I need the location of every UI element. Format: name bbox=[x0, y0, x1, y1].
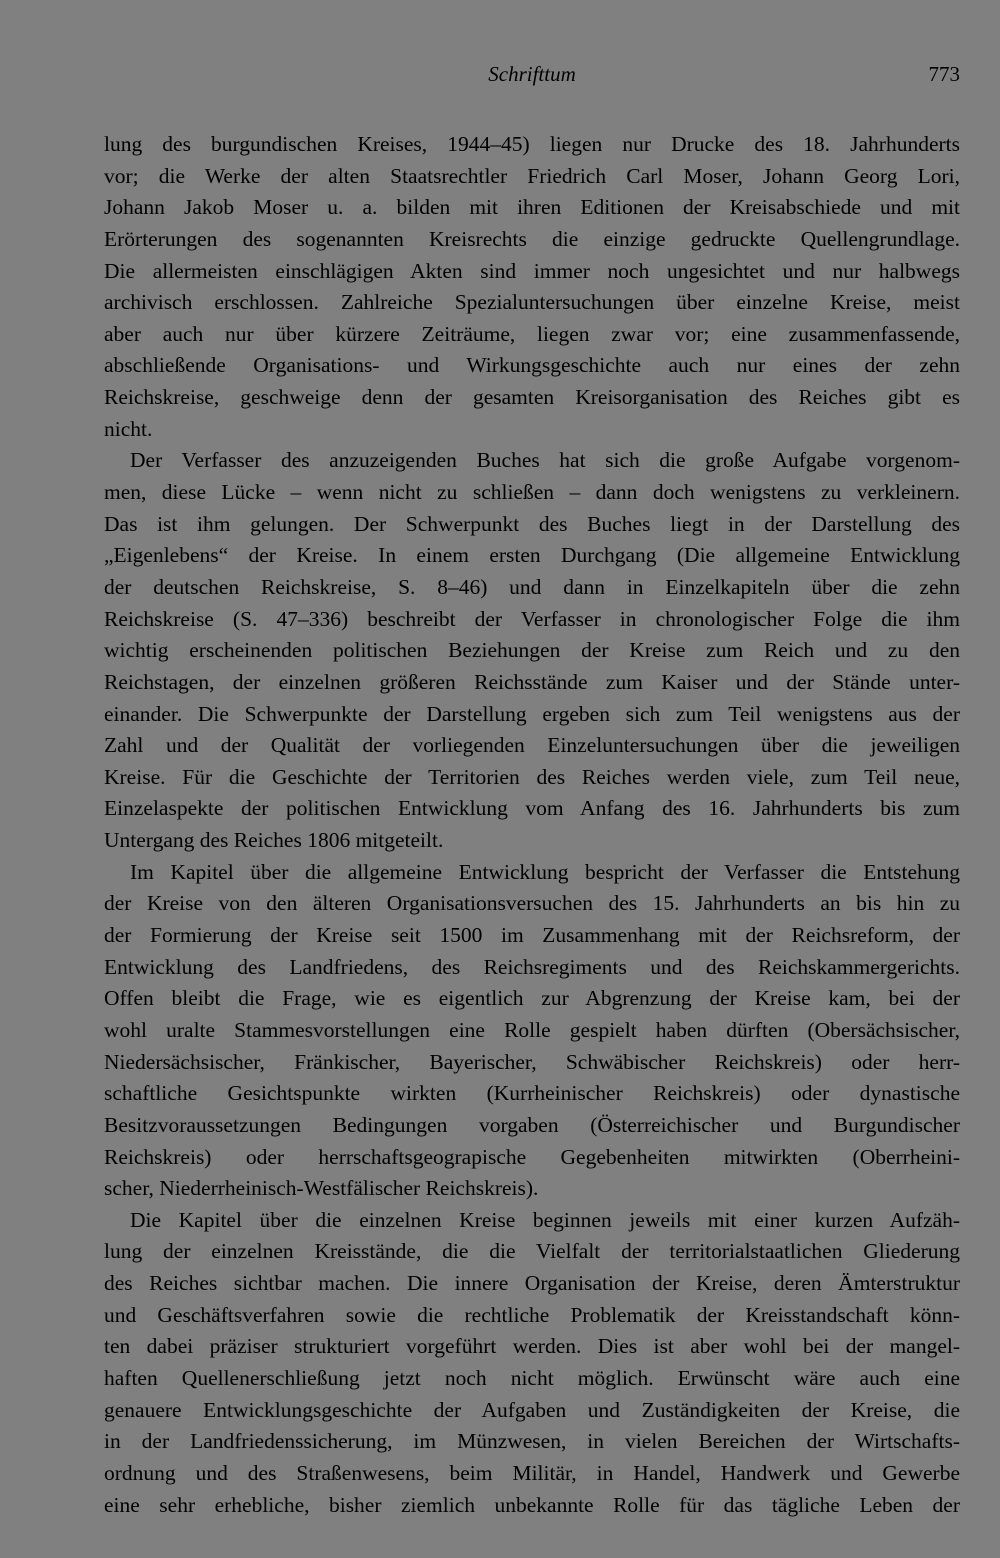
text-line: Johann Jakob Moser u. a. bilden mit ihren Editionen der Kreisabschiede und mit bbox=[104, 195, 960, 220]
text-line: „Eigenlebens“ der Kreise. In einem ersten Durchgang (Die allgemeine Entwicklung bbox=[104, 543, 960, 568]
text-line: Niedersächsischer, Fränkischer, Bayerischer, Schwäbischer Reichskreis) oder herr- bbox=[104, 1049, 960, 1074]
text-line: Untergang des Reiches 1806 mitgeteilt. bbox=[104, 828, 444, 853]
text-line: scher, Niederrheinisch-Westfälischer Reichskreis). bbox=[104, 1176, 539, 1201]
text-line: Offen bleibt die Frage, wie es eigentlich zur Abgrenzung der Kreise kam, bei der bbox=[104, 986, 960, 1011]
running-head bbox=[104, 62, 960, 102]
text-line: Entwicklung des Landfriedens, des Reichsregiments und des Reichskammergerichts. bbox=[104, 954, 960, 979]
body-text bbox=[104, 129, 960, 1521]
text-line: Reichskreis) oder herrschaftsgeograpische Gegebenheiten mitwirkten (Oberrheini- bbox=[104, 1144, 960, 1169]
text-line: der Kreise von den älteren Organisationsversuchen des 15. Jahrhunderts an bis hin zu bbox=[104, 891, 960, 916]
text-line: lung der einzelnen Kreisstände, die die Vielfalt der territorialstaatlichen Gliederung bbox=[104, 1239, 960, 1264]
text-line: aber auch nur über kürzere Zeiträume, liegen zwar vor; eine zusammenfassende, bbox=[104, 321, 960, 346]
text-line: lung des burgundischen Kreises, 1944–45) liegen nur Drucke des 18. Jahrhunderts bbox=[104, 132, 960, 156]
text-line: Die Kapitel über die einzelnen Kreise beginnen jeweils mit einer kurzen Aufzäh- bbox=[130, 1207, 960, 1232]
text-line: Das ist ihm gelungen. Der Schwerpunkt des Buches liegt in der Darstellung des bbox=[104, 511, 960, 536]
text-line: und Geschäftsverfahren sowie die rechtliche Problematik der Kreisstandschaft könn- bbox=[104, 1302, 960, 1327]
text-line: Reichskreise, geschweige denn der gesamten Kreisorganisation des Reiches gibt es bbox=[104, 385, 960, 410]
text-line: Im Kapitel über die allgemeine Entwicklung bespricht der Verfasser die Entstehung bbox=[130, 859, 960, 884]
text-line: genauere Entwicklungsgeschichte der Aufgaben und Zuständigkeiten der Kreise, die bbox=[104, 1397, 960, 1422]
text-line: des Reiches sichtbar machen. Die innere Organisation der Kreise, deren Ämterstruktur bbox=[104, 1271, 960, 1296]
text-line: men, diese Lücke – wenn nicht zu schließen – dann doch wenigstens zu verkleinern. bbox=[104, 480, 960, 505]
page-number: 773 bbox=[928, 62, 960, 86]
text-line: Einzelaspekte der politischen Entwicklung vom Anfang des 16. Jahrhunderts bis zum bbox=[104, 796, 960, 821]
text-line: Erörterungen des sogenannten Kreisrechts die einzige gedruckte Quellengrundlage. bbox=[104, 226, 960, 251]
text-line: schaftliche Gesichtspunkte wirkten (Kurrheinischer Reichskreis) oder dynastische bbox=[104, 1081, 960, 1106]
text-line: wichtig erscheinenden politischen Beziehungen der Kreise zum Reich und zu den bbox=[104, 638, 960, 663]
text-line: eine sehr erhebliche, bisher ziemlich unbekannte Rolle für das tägliche Leben der bbox=[104, 1492, 960, 1517]
text-line: haften Quellenerschließung jetzt noch nicht möglich. Erwünscht wäre auch eine bbox=[104, 1365, 960, 1390]
running-title: Schrifttum bbox=[488, 62, 576, 86]
text-line: Reichstagen, der einzelnen größeren Reichsstände zum Kaiser und der Stände unter- bbox=[104, 669, 960, 694]
text-line: der Formierung der Kreise seit 1500 im Zusammenhang mit der Reichsreform, der bbox=[104, 923, 960, 948]
text-line: wohl uralte Stammesvorstellungen eine Rolle gespielt haben dürften (Obersächsischer, bbox=[104, 1017, 960, 1042]
text-line: Zahl und der Qualität der vorliegenden Einzeluntersuchungen über die jeweiligen bbox=[104, 733, 960, 758]
text-line: archivisch erschlossen. Zahlreiche Spezialuntersuchungen über einzelne Kreise, meist bbox=[104, 290, 960, 315]
text-line: Die allermeisten einschlägigen Akten sind immer noch ungesichtet und nur halbwegs bbox=[104, 258, 960, 283]
text-line: Der Verfasser des anzuzeigenden Buches hat sich die große Aufgabe vorgenom- bbox=[130, 448, 960, 473]
text-line: abschließende Organisations- und Wirkungsgeschichte auch nur eines der zehn bbox=[104, 353, 960, 378]
text-line: ten dabei präziser strukturiert vorgeführt werden. Dies ist aber wohl bei der mangel- bbox=[104, 1334, 960, 1359]
text-line: nicht. bbox=[104, 416, 153, 441]
text-line: Besitzvoraussetzungen Bedingungen vorgaben (Österreichischer und Burgundischer bbox=[104, 1112, 960, 1137]
text-line: Reichskreise (S. 47–336) beschreibt der Verfasser in chronologischer Folge die ihm bbox=[104, 606, 960, 631]
text-line: einander. Die Schwerpunkte der Darstellung ergeben sich zum Teil wenigstens aus der bbox=[104, 701, 960, 726]
text-line: der deutschen Reichskreise, S. 8–46) und dann in Einzelkapiteln über die zehn bbox=[104, 574, 960, 599]
text-line: vor; die Werke der alten Staatsrechtler Friedrich Carl Moser, Johann Georg Lori, bbox=[104, 163, 960, 188]
text-line: Kreise. Für die Geschichte der Territorien des Reiches werden viele, zum Teil neue, bbox=[104, 764, 960, 789]
text-line: in der Landfriedenssicherung, im Münzwesen, in vielen Bereichen der Wirtschafts- bbox=[104, 1429, 960, 1454]
text-line: ordnung und des Straßenwesens, beim Militär, in Handel, Handwerk und Gewerbe bbox=[104, 1460, 960, 1485]
